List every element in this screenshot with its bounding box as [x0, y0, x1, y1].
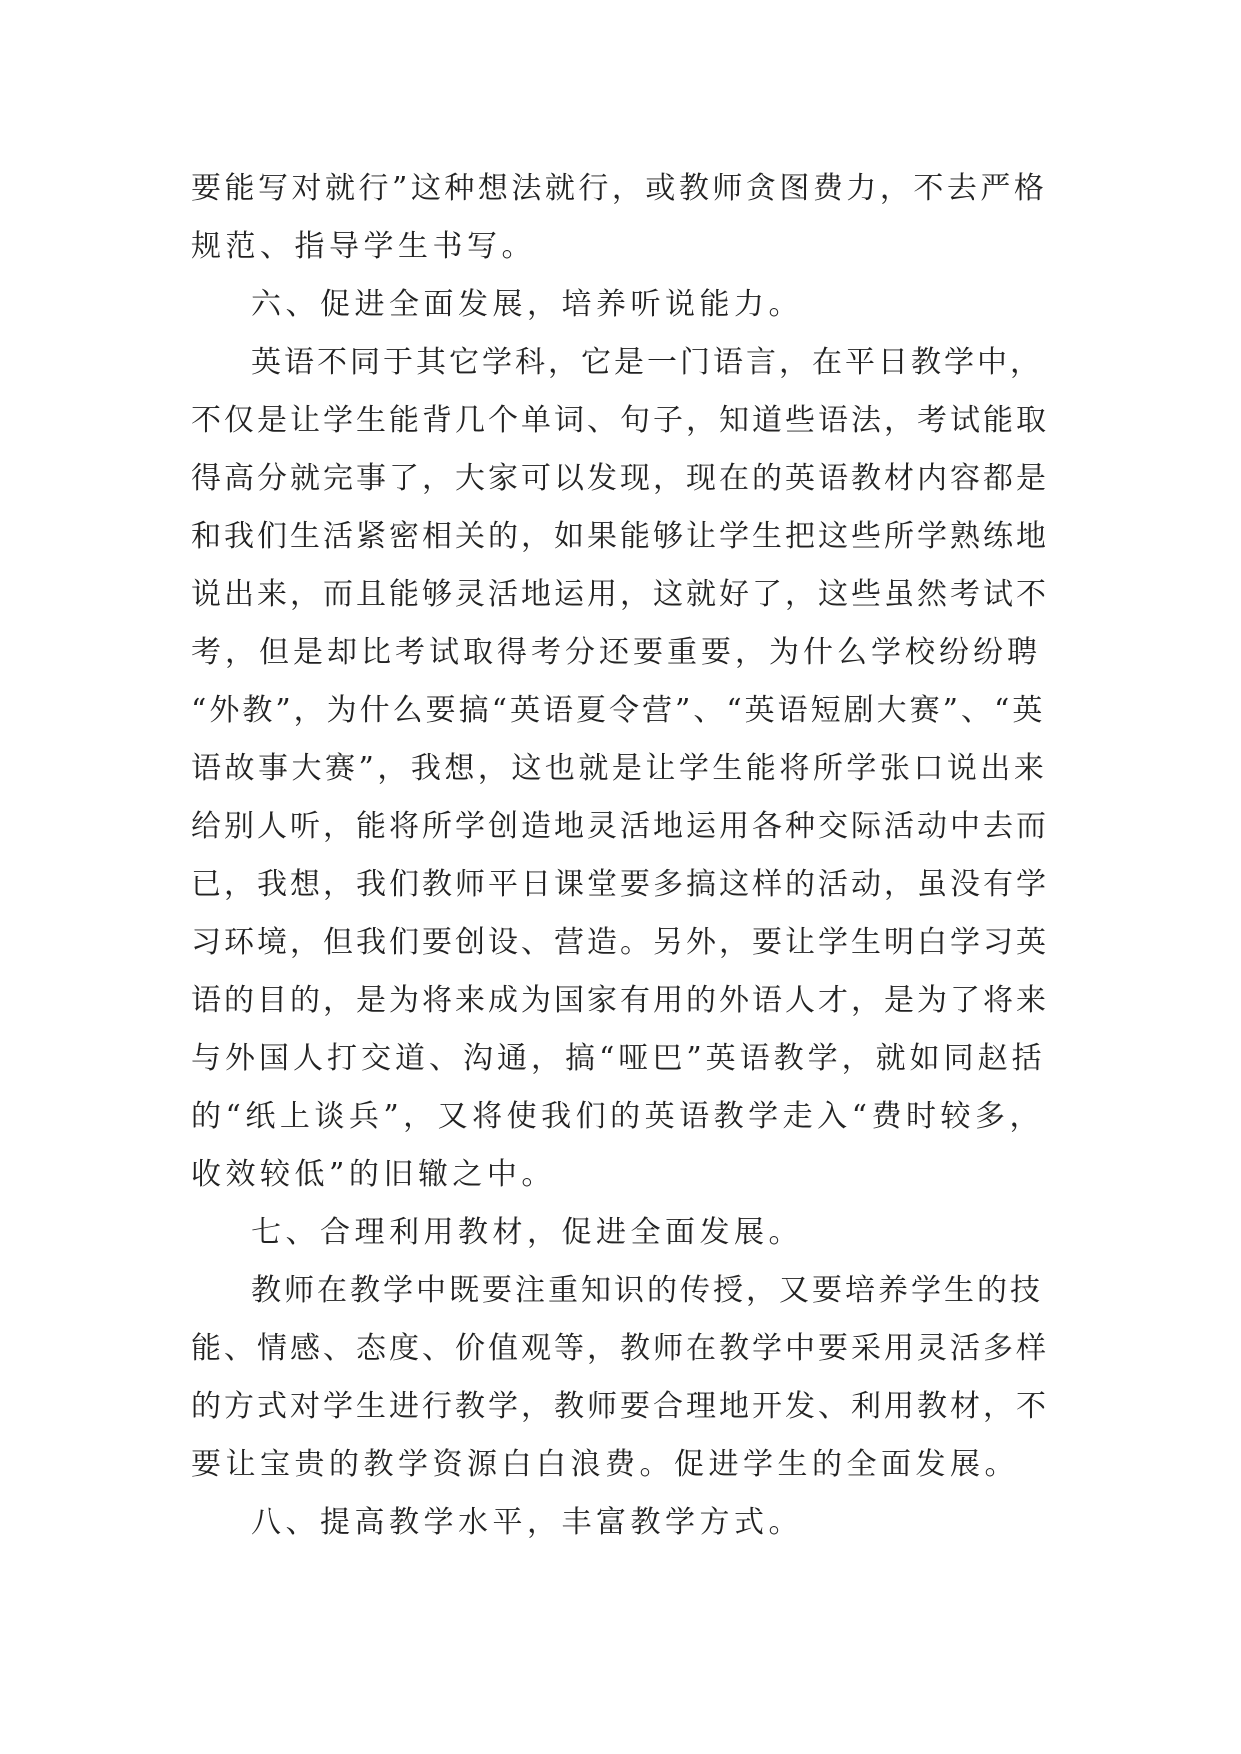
paragraph-start: 教师在教学中既要注重知识的传授，又要培养学生的技 — [251, 1273, 1043, 1308]
text-line: 要能写对就行”这种想法就行，或教师贪图费力，不去严格 — [191, 171, 1048, 206]
text-line: 说出来，而且能够灵活地运用，这就好了，这些虽然考试不 — [191, 577, 1049, 612]
text-line: 和我们生活紧密相关的，如果能够让学生把这些所学熟练地 — [191, 519, 1049, 554]
body-text — [191, 160, 1051, 1552]
text-line: 习环境，但我们要创设、营造。另外，要让学生明白学习英 — [191, 925, 1049, 960]
section-heading-6: 六、促进全面发展，培养听说能力。 — [251, 287, 803, 322]
text-line: 语的目的，是为将来成为国家有用的外语人才，是为了将来 — [191, 983, 1049, 1018]
text-line: 考，但是却比考试取得考分还要重要，为什么学校纷纷聘 — [191, 635, 1041, 670]
paragraph-start: 英语不同于其它学科，它是一门语言，在平日教学中， — [251, 345, 1043, 380]
text-line: 语故事大赛”，我想，这也就是让学生能将所学张口说出来 — [191, 751, 1048, 786]
text-line: 收效较低”的旧辙之中。 — [191, 1157, 556, 1192]
text-line: 已，我想，我们教师平日课堂要多搞这样的活动，虽没有学 — [191, 867, 1049, 902]
text-line: 要让宝贵的教学资源白白浪费。促进学生的全面发展。 — [191, 1447, 1019, 1482]
text-line: 的“纸上谈兵”，又将使我们的英语教学走入“费时较多， — [191, 1099, 1045, 1134]
text-line: 规范、指导学生书写。 — [191, 229, 536, 264]
section-heading-8: 八、提高教学水平，丰富教学方式。 — [251, 1505, 803, 1540]
text-line: 能、情感、态度、价值观等，教师在教学中要采用灵活多样 — [191, 1331, 1049, 1366]
text-line: 的方式对学生进行教学，教师要合理地开发、利用教材，不 — [191, 1389, 1049, 1424]
text-line: 得高分就完事了，大家可以发现，现在的英语教材内容都是 — [191, 461, 1049, 496]
text-line: 给别人听，能将所学创造地灵活地运用各种交际活动中去而 — [191, 809, 1049, 844]
text-line: 与外国人打交道、沟通，搞“哑巴”英语教学，就如同赵括 — [191, 1041, 1046, 1076]
section-heading-7: 七、合理利用教材，促进全面发展。 — [251, 1215, 803, 1250]
text-line: “外教”，为什么要搞“英语夏令营”、“英语短剧大赛”、“英 — [191, 693, 1046, 728]
text-line: 不仅是让学生能背几个单词、句子，知道些语法，考试能取 — [191, 403, 1049, 438]
